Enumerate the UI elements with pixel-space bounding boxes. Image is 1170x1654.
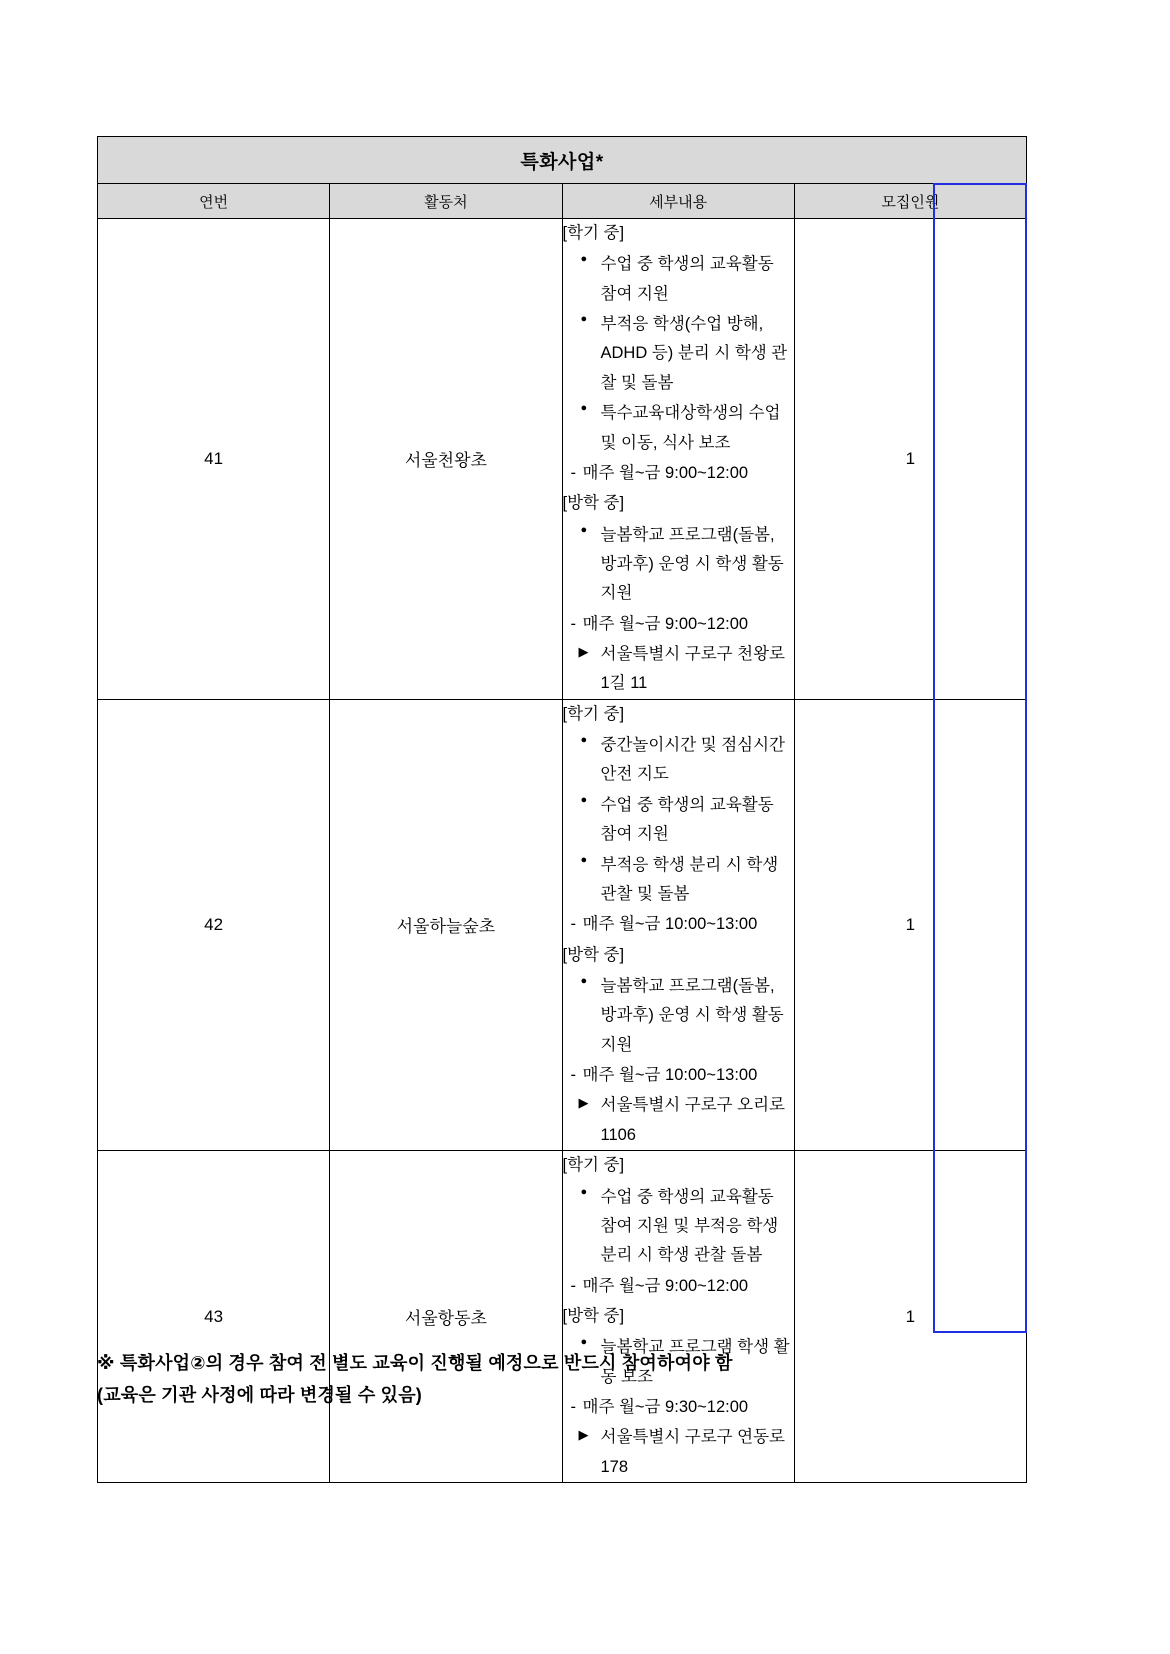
vacation-label: [방학 중] <box>562 1306 625 1325</box>
row-place: 서울하늘숲초 <box>330 699 562 1150</box>
column-header-place: 활동처 <box>330 184 562 219</box>
vacation-label: [방학 중] <box>562 945 625 964</box>
list-item: ● 특수교육대상학생의 수업 및 이동, 식사 보조 <box>563 399 794 458</box>
footnote <box>97 1348 1057 1411</box>
column-header-no: 연번 <box>98 184 330 219</box>
table-row <box>98 699 1027 1150</box>
list-item: ● 수업 중 학생의 교육활동 참여 지원 <box>563 250 794 309</box>
list-item: ● 늘봄학교 프로그램(돌봄, 방과후) 운영 시 학생 활동 지원 <box>563 521 794 609</box>
footnote-line-2: (교육은 기관 사정에 따라 변경될 수 있음) <box>97 1384 423 1405</box>
footnote-line-1: ※ 특화사업②의 경우 참여 전 별도 교육이 진행될 예정으로 반드시 참여하여야 함 <box>97 1353 733 1373</box>
column-header-count: 모집인원 <box>794 184 1026 219</box>
list-item: ● 부적응 학생(수업 방해, ADHD 등) 분리 시 학생 관찰 및 돌봄 <box>563 310 794 398</box>
semester-bullet-list <box>563 1183 794 1271</box>
row-detail <box>562 699 794 1150</box>
row-detail <box>562 1151 794 1483</box>
list-item: ● 수업 중 학생의 교육활동 참여 지원 <box>563 791 794 850</box>
list-item: ● 수업 중 학생의 교육활동 참여 지원 및 부적응 학생 분리 시 학생 관찰 돌봄 <box>563 1183 794 1271</box>
table-header-row <box>98 184 1027 219</box>
semester-schedule: - 매주 월~금 10:00~13:00 <box>563 910 794 939</box>
table-title-row <box>98 137 1027 184</box>
vacation-schedule: - 매주 월~금 9:00~12:00 <box>563 610 794 639</box>
row-detail <box>562 219 794 700</box>
row-place: 서울천왕초 <box>330 219 562 700</box>
row-no: 42 <box>98 699 330 1150</box>
vacation-bullet-list <box>563 521 794 609</box>
vacation-bullet-list <box>563 972 794 1060</box>
list-item: ● 중간놀이시간 및 점심시간 안전 지도 <box>563 731 794 790</box>
row-count: 1 <box>794 699 1026 1150</box>
semester-schedule: - 매주 월~금 9:00~12:00 <box>563 1272 794 1301</box>
row-count: 1 <box>794 1151 1026 1483</box>
vacation-schedule: - 매주 월~금 9:30~12:00 <box>563 1393 794 1422</box>
semester-label: [학기 중] <box>562 1156 625 1175</box>
semester-label: [학기 중] <box>562 224 625 242</box>
vacation-label: [방학 중] <box>562 494 625 513</box>
special-project-table <box>97 136 1027 1483</box>
address-line: ▶ 서울특별시 구로구 오리로 1106 <box>563 1091 794 1150</box>
table-title: 특화사업* <box>98 137 1027 184</box>
row-place: 서울항동초 <box>330 1151 562 1483</box>
address-line: ▶ 서울특별시 구로구 천왕로1길 11 <box>563 640 794 699</box>
column-header-detail: 세부내용 <box>562 184 794 219</box>
list-item: ● 부적응 학생 분리 시 학생 관찰 및 돌봄 <box>563 851 794 910</box>
vacation-schedule: - 매주 월~금 10:00~13:00 <box>563 1061 794 1090</box>
list-item: ● 늘봄학교 프로그램(돌봄, 방과후) 운영 시 학생 활동 지원 <box>563 972 794 1060</box>
table-row <box>98 1151 1027 1483</box>
row-no: 43 <box>98 1151 330 1483</box>
table-row <box>98 219 1027 700</box>
row-no: 41 <box>98 219 330 700</box>
semester-schedule: - 매주 월~금 9:00~12:00 <box>563 459 794 488</box>
semester-bullet-list <box>563 731 794 909</box>
list-item: ● 늘봄학교 프로그램 학생 활동 보조 <box>563 1333 794 1392</box>
semester-bullet-list <box>563 250 794 458</box>
row-count: 1 <box>794 219 1026 700</box>
address-line: ▶ 서울특별시 구로구 연동로 178 <box>563 1423 794 1482</box>
semester-label: [학기 중] <box>562 704 625 723</box>
